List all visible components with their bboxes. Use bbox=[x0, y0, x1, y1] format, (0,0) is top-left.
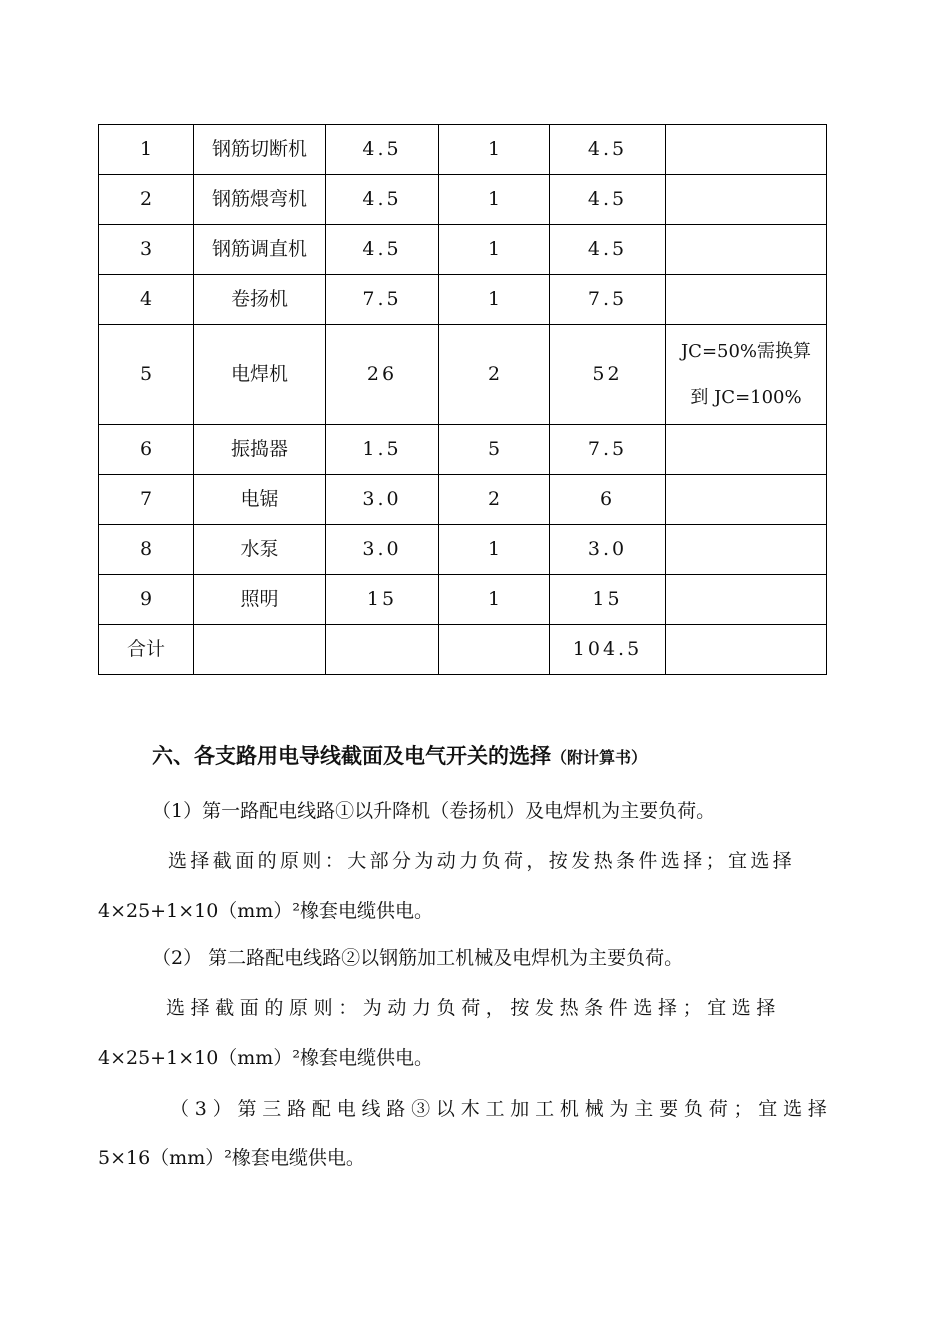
note bbox=[666, 525, 827, 575]
equipment-name: 电焊机 bbox=[194, 325, 326, 425]
row-number: 3 bbox=[99, 225, 194, 275]
note-line-2: 到 JC=100% bbox=[690, 386, 802, 408]
grand-total: 104.5 bbox=[550, 625, 666, 675]
note bbox=[666, 475, 827, 525]
total-power: 15 bbox=[550, 575, 666, 625]
paragraph-route-2: （2） 第二路配电线路②以钢筋加工机械及电焊机为主要负荷。 bbox=[152, 947, 684, 969]
quantity: 5 bbox=[439, 425, 550, 475]
quantity: 1 bbox=[439, 575, 550, 625]
total-power: 4.5 bbox=[550, 225, 666, 275]
equipment-table-body bbox=[99, 125, 827, 675]
unit-power: 4.5 bbox=[326, 125, 439, 175]
equipment-name: 照明 bbox=[194, 575, 326, 625]
row-number: 4 bbox=[99, 275, 194, 325]
note bbox=[666, 325, 827, 425]
total-power: 3.0 bbox=[550, 525, 666, 575]
note bbox=[666, 275, 827, 325]
total-power: 6 bbox=[550, 475, 666, 525]
section-heading-text: 六、各支路用电导线截面及电气开关的选择 bbox=[152, 744, 551, 768]
paragraph-route-1-principle: 选择截面的原则：大部分为动力负荷，按发热条件选择；宜选择 bbox=[168, 850, 796, 872]
quantity: 1 bbox=[439, 175, 550, 225]
unit-power: 4.5 bbox=[326, 225, 439, 275]
row-number: 6 bbox=[99, 425, 194, 475]
section-heading bbox=[152, 740, 852, 770]
table-row bbox=[99, 275, 827, 325]
total-power: 52 bbox=[550, 325, 666, 425]
table-row bbox=[99, 525, 827, 575]
paragraph-route-2-principle: 选择截面的原则：为动力负荷，按发热条件选择；宜选择 bbox=[166, 997, 782, 1019]
quantity: 1 bbox=[439, 225, 550, 275]
unit-power: 15 bbox=[326, 575, 439, 625]
equipment-name: 电锯 bbox=[194, 475, 326, 525]
unit-power: 1.5 bbox=[326, 425, 439, 475]
total-label: 合计 bbox=[99, 625, 194, 675]
total-power: 4.5 bbox=[550, 175, 666, 225]
quantity: 1 bbox=[439, 125, 550, 175]
table-row bbox=[99, 425, 827, 475]
unit-power: 3.0 bbox=[326, 525, 439, 575]
note bbox=[666, 125, 827, 175]
empty-cell bbox=[439, 625, 550, 675]
equipment-name: 卷扬机 bbox=[194, 275, 326, 325]
row-number: 2 bbox=[99, 175, 194, 225]
equipment-load-table bbox=[98, 124, 827, 675]
table-row bbox=[99, 575, 827, 625]
quantity: 1 bbox=[439, 525, 550, 575]
empty-cell bbox=[666, 625, 827, 675]
note-line-1: JC=50%需换算 bbox=[680, 340, 812, 362]
table-row bbox=[99, 125, 827, 175]
section-heading-subtitle: （附计算书） bbox=[551, 748, 648, 767]
paragraph-route-1: （1）第一路配电线路①以升降机（卷扬机）及电焊机为主要负荷。 bbox=[152, 800, 716, 822]
equipment-name: 振捣器 bbox=[194, 425, 326, 475]
row-number: 5 bbox=[99, 325, 194, 425]
row-number: 7 bbox=[99, 475, 194, 525]
quantity: 2 bbox=[439, 325, 550, 425]
equipment-name: 钢筋切断机 bbox=[194, 125, 326, 175]
table-row bbox=[99, 225, 827, 275]
paragraph-route-3: （3）第三路配电线路③以木工加工机械为主要负荷；宜选择 bbox=[170, 1098, 833, 1120]
quantity: 2 bbox=[439, 475, 550, 525]
table-row bbox=[99, 325, 827, 425]
quantity: 1 bbox=[439, 275, 550, 325]
equipment-name: 钢筋调直机 bbox=[194, 225, 326, 275]
note bbox=[666, 425, 827, 475]
unit-power: 26 bbox=[326, 325, 439, 425]
note bbox=[666, 225, 827, 275]
unit-power: 7.5 bbox=[326, 275, 439, 325]
empty-cell bbox=[326, 625, 439, 675]
row-number: 1 bbox=[99, 125, 194, 175]
paragraph-route-2-cable: 4×25+1×10（mm）²橡套电缆供电。 bbox=[98, 1047, 433, 1069]
total-power: 7.5 bbox=[550, 275, 666, 325]
unit-power: 4.5 bbox=[326, 175, 439, 225]
row-number: 8 bbox=[99, 525, 194, 575]
unit-power: 3.0 bbox=[326, 475, 439, 525]
empty-cell bbox=[194, 625, 326, 675]
table-row bbox=[99, 475, 827, 525]
total-power: 4.5 bbox=[550, 125, 666, 175]
table-total-row bbox=[99, 625, 827, 675]
table-row bbox=[99, 175, 827, 225]
paragraph-route-3-cable: 5×16（mm）²橡套电缆供电。 bbox=[98, 1147, 365, 1169]
note bbox=[666, 575, 827, 625]
paragraph-route-1-cable: 4×25+1×10（mm）²橡套电缆供电。 bbox=[98, 900, 433, 922]
note bbox=[666, 175, 827, 225]
row-number: 9 bbox=[99, 575, 194, 625]
total-power: 7.5 bbox=[550, 425, 666, 475]
equipment-name: 水泵 bbox=[194, 525, 326, 575]
equipment-name: 钢筋煨弯机 bbox=[194, 175, 326, 225]
